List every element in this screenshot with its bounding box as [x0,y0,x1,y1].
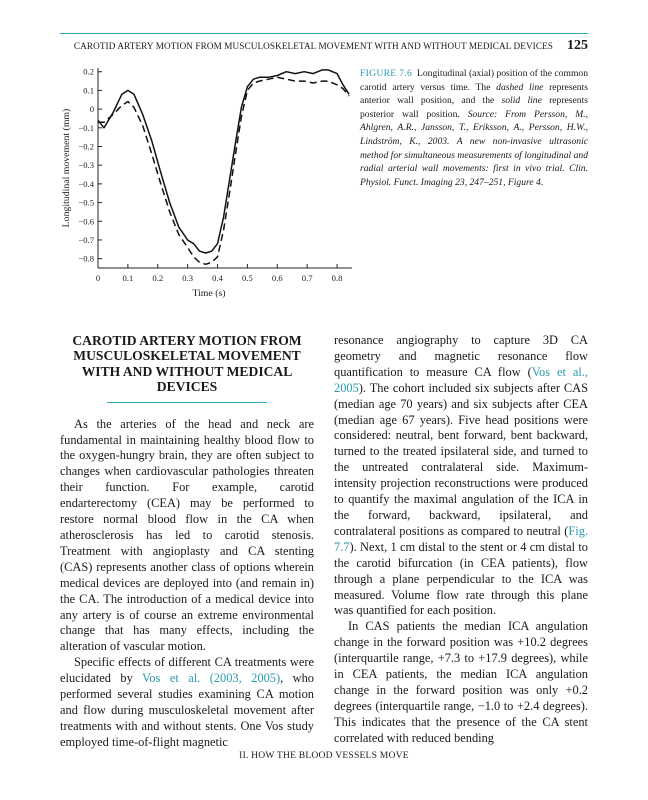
running-head [60,38,588,56]
y-tick-label: −0.6 [78,216,94,227]
y-tick-label: −0.1 [78,122,94,133]
posterior-wall-solid-line [98,70,349,253]
section-title [60,333,314,395]
y-tick-label: 0.1 [83,85,94,96]
x-tick-label: 0.1 [122,273,134,283]
y-tick-label: −0.7 [78,234,94,245]
paragraph-2-text: ). Next, 1 cm distal to the stent or 4 cm distal to the carotid bifurcation (in CEA patients), flow through a plane perpendicular to the ICA was measured. Volume flow rate through this plane was quantified for each position. [334,539,588,618]
x-tick-label: 0.6 [271,273,283,283]
x-tick-label: 0.4 [212,273,223,283]
citation-link-vos-2005[interactable]: Vos et al., 2005 [334,364,588,395]
caption-source: Source: From Persson, M., Ahlgren, A.R., Jansson, T., Eriksson, A., Persson, H.W., Lindström, K., 2003. A new non-invasive ultrasonic method for simultaneous measurements of longitudinal and radial arterial wall movements: first in vivo trial. Clin. Physiol. Funct. Imaging 23, 247–251, Figure 4. [360,108,588,188]
x-tick-label: 0.3 [182,273,194,283]
y-tick-label: 0 [89,104,94,115]
anterior-wall-dashed-line [98,77,349,264]
section-title-line: CAROTID ARTERY MOTION FROM [72,333,302,348]
figure-link-7-7[interactable]: Fig. 7.7 [334,523,588,554]
line-chart [58,60,356,300]
caption-solid-line: solid line [501,95,542,107]
paragraph-3: In CAS patients the median ICA angulation change in the forward position was +10.2 degrees (interquartile range, +7.3 to +17.9 degrees), while in CEA patients, the median ICA angulation change in the forward position was only +0.2 degrees (interquartile range, −1.0 to +2.4 degrees). This indicates that the presence of the CA stent correlated with reduced bending [334,619,588,745]
figure-caption [360,67,588,189]
section-rule [107,402,267,403]
y-tick-label: −0.8 [78,253,94,264]
y-tick-label: −0.4 [78,178,94,189]
section-title-line: WITH AND WITHOUT MEDICAL [81,363,293,379]
section-title-line: MUSCULOSKELETAL MOVEMENT [73,348,301,364]
x-tick-label: 0.5 [242,273,253,283]
paragraph-2 [60,655,314,750]
right-column [334,333,588,747]
caption-text-3: represents posterior wall position. [360,95,588,120]
x-tick-label: 0.8 [331,273,343,283]
header-rule [60,33,588,34]
running-title: CAROTID ARTERY MOTION FROM MUSCULOSKELETAL MOVEMENT WITH AND WITHOUT MEDICAL DEVICES [73,41,553,51]
x-tick-label: 0.7 [301,273,313,283]
citation-link-vos-2003-2005[interactable]: Vos et al. (2003, 2005) [142,671,281,686]
x-tick-label: 0.2 [152,273,164,283]
left-column [60,333,314,751]
section-title-line: DEVICES [156,379,218,395]
caption-text-2: represents anterior wall position, and the [360,81,589,107]
figure-label: FIGURE 7.6 [360,68,413,79]
paragraph-2-text: Specific effects of different CA treatments were elucidated by [60,655,314,686]
paragraph-2-text: ). The cohort included six subjects after CAS (median age 70 years) and six subjects after CEA (median age 67 years). Five head positions were considered: neutral, bent forward, bent backward, turned to the treated ipsilateral side, and turned to the untreated contralateral side. Maximum-intensity projection reconstructions were produced to quantify the maximal angulation of the ICA in the forward, backward, ipsilateral, and contralateral positions as compared to neutral ( [334,380,588,538]
y-tick-label: −0.2 [78,141,94,152]
paragraph-1: As the arteries of the head and neck are fundamental in maintaining healthy blood flow to the oxygen-hungry brain, they are often subject to changes when cardiovascular pathologies threaten their function. For example, carotid endarterectomy (CEA) may be performed to restore normal blood flow in the CA when atherosclerosis has led to carotid stenosis. Treatment with angioplasty and CA stenting (CAS) represents another class of options wherein medical devices are deployed into (and remain in) the CA. The introduction of a medical device into any artery is of course an extreme environmental change that has many effects, including the alteration of vascular motion. [60,416,314,654]
y-tick-label: −0.3 [78,160,94,171]
y-tick-label: 0.2 [83,66,94,77]
x-tick-label: 0 [95,273,101,283]
caption-text-1: Longitudinal (axial) position of the common carotid artery versus time. The [360,68,588,93]
paragraph-2-continued [334,333,588,619]
paragraph-2-text: resonance angiography to capture 3D CA geometry and magnetic resonance flow quantification to measure CA flow ( [334,333,588,379]
y-tick-label: −0.5 [78,197,94,208]
figure-7-6-chart [58,60,356,300]
paragraph-2-text: , who performed several studies examining CA motion and flow during musculoskeletal movement after treatments with and without stents. One Vos study employed time-of-flight magnetic [60,671,314,749]
caption-dashed-line: dashed line [496,81,544,93]
page-number: 125 [567,38,588,53]
footer-part-title: II. HOW THE BLOOD VESSELS MOVE [239,750,409,761]
x-axis-label: Time (s) [192,288,226,299]
y-axis-label: Longitudinal movement (mm) [61,108,72,228]
